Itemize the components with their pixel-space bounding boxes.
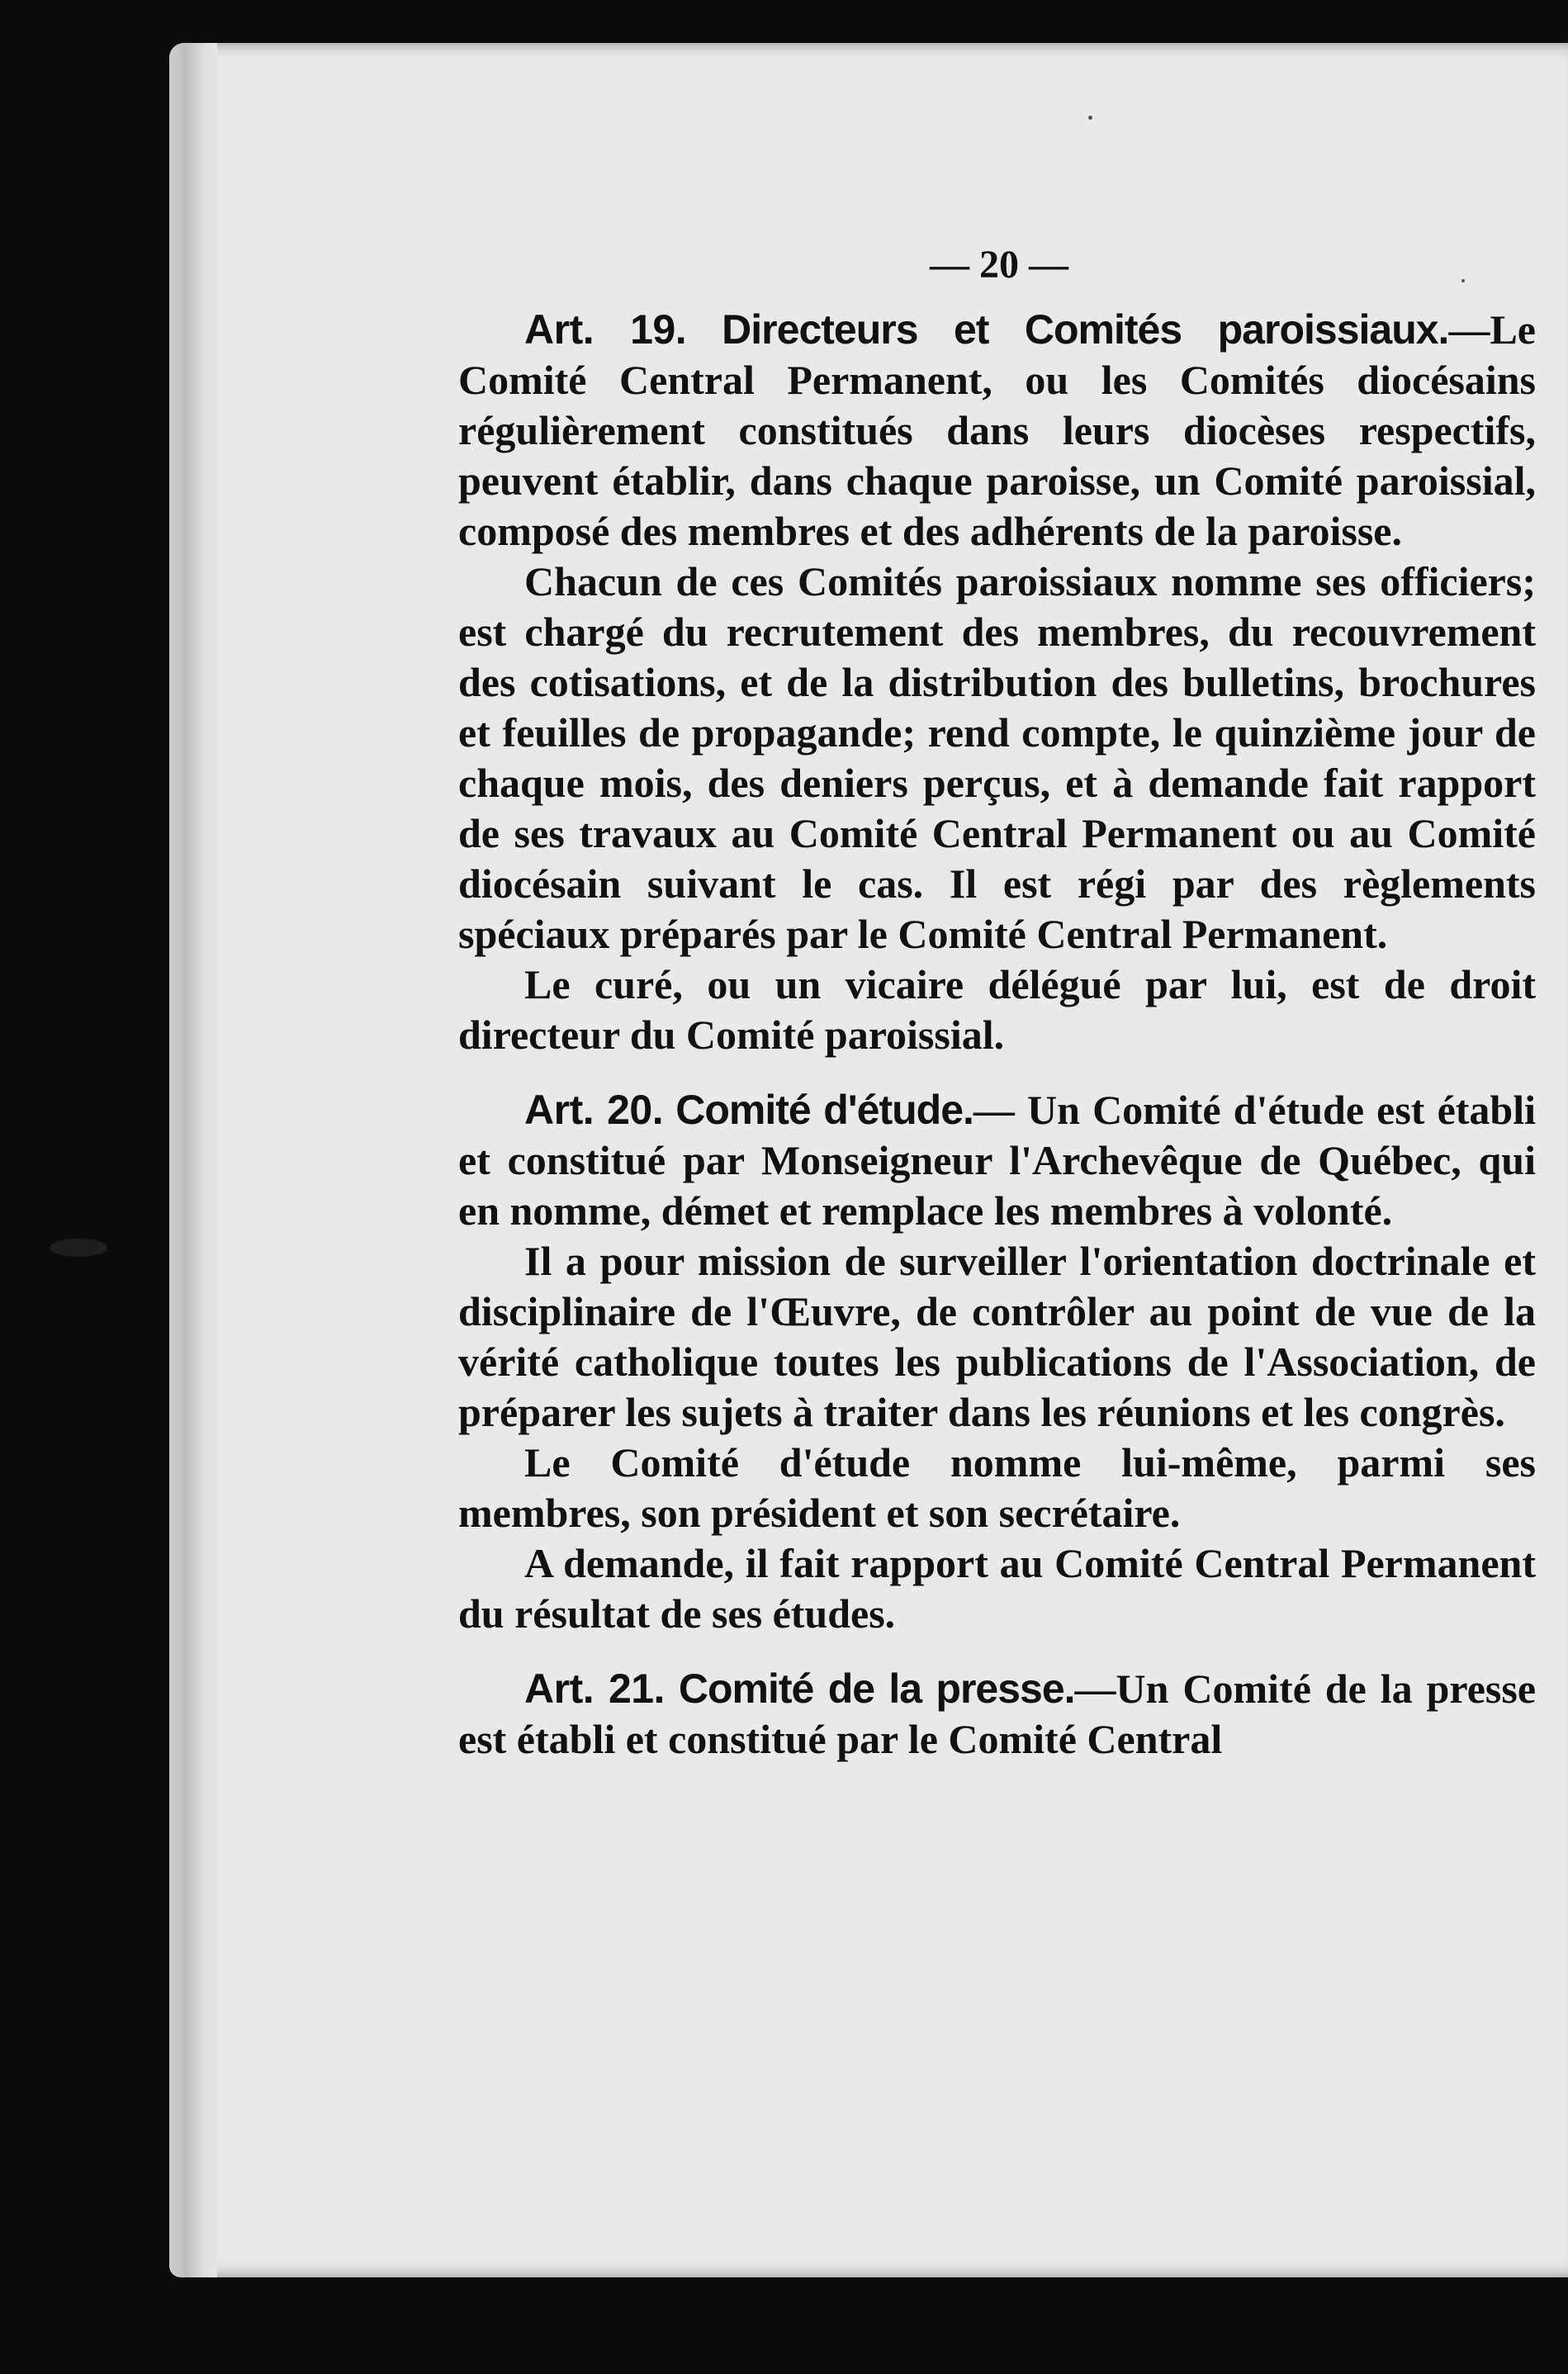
article-21	[458, 1664, 1536, 1765]
article-title: Directeurs et Comités paroissiaux.	[722, 306, 1449, 353]
page-number: — 20 —	[930, 243, 1068, 287]
article-title: Comité de la presse.	[678, 1666, 1075, 1712]
article-number: Art. 21.	[524, 1666, 665, 1712]
article-number: Art. 20.	[524, 1087, 664, 1133]
paragraph: Il a pour mission de surveiller l'orientation doctrinale et disciplinaire de l'Œuvre, de contrôler au point de vue de la vérité catholique toutes les publications de l'Association, de préparer les sujets à traiter dans les réunions et les congrès.	[458, 1238, 1536, 1435]
article-19	[458, 305, 1536, 557]
scan-speck	[1088, 116, 1092, 120]
page-text	[458, 239, 1536, 1765]
paragraph: Le curé, ou un vicaire délégué par lui, est de droit directeur du Comité paroissial.	[458, 961, 1536, 1058]
paragraph: Chacun de ces Comités paroissiaux nomme ses officiers; est chargé du recrutement des membres, du recouvrement des cotisations, et de la distribution des bulletins, brochures et feuilles de propagande; rend compte, le quinzième jour de chaque mois, des deniers perçus, et à demande fait rapport de ses travaux au Comité Central Permanent ou au Comité diocésain suivant le cas. Il est régi par des règlements spéciaux préparés par le Comité Central Permanent.	[458, 558, 1536, 957]
paragraph: Le Comité d'étude nomme lui-même, parmi ses membres, son président et son secrétaire.	[458, 1439, 1536, 1536]
scan-speck	[50, 1239, 107, 1257]
paragraph: A demande, il fait rapport au Comité Central Permanent du résultat de ses études.	[458, 1540, 1536, 1637]
article-number: Art. 19.	[524, 306, 687, 353]
article-lead-text: — Un Comité d'étude est établi et constitué par Monseigneur l'Archevêque de Québec, qui en nomme, démet et remplace les membres à volonté.	[458, 1087, 1537, 1234]
article-lead-text: —Le Comité Central Permanent, ou les Comités diocésains régulièrement constitués dans leurs diocèses respectifs, peuvent établir, dans chaque paroisse, un Comité paroissial, composé des membres et des adhérents de la paroisse.	[458, 306, 1536, 554]
article-title: Comité d'étude.	[675, 1087, 973, 1133]
article-lead-text: —Un Comité de la presse est établi et constitué par le Comité Central	[458, 1666, 1537, 1762]
article-20	[458, 1085, 1536, 1236]
page-gutter	[169, 43, 217, 2277]
